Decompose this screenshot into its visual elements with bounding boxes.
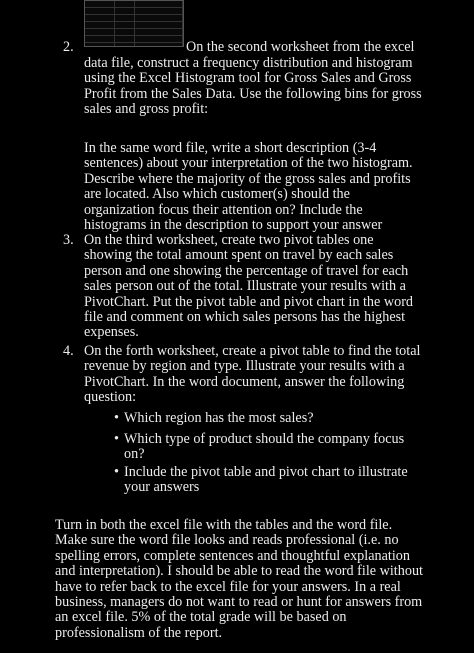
bullet-item-2: Which type of product should the company focus on? [124, 431, 405, 463]
bullet-icon: • [114, 431, 119, 447]
description-paragraph: In the same word file, write a short description (3-4 sentences) about your interpretation of the two histogram. Describe where the majority of the gross sales and profits are located. Also which customer(s) should the organization focus their attention on? Include the histograms in the description to support your answer [84, 140, 413, 234]
item-3-text: On the third worksheet, create two pivot tables one showing the total amount spent on travel by each sales person and one showing the percentage of travel for each sales person out of the total. Illustrate your results with a PivotChart. Put the pivot table and pivot chart in the word file and comment on which sales persons has the highest expenses. [84, 232, 414, 341]
item-2-first-line: On the second worksheet from the excel [186, 39, 415, 55]
bullet-icon: • [114, 410, 119, 426]
closing-paragraph: Turn in both the excel file with the tables and the word file. Make sure the word file looks and reads professional (i.e. no spelling errors, complete sentences and thoughtful explanation and interpretation). I should be able to read the word file without have to refer back to the excel file for your answers. In a real business, managers do not want to read or hunt for answers from an excel file. 5% of the total grade will be based on professionalism of the report. [55, 517, 423, 641]
item-3-number: 3. [63, 232, 74, 248]
item-4-number: 4. [63, 343, 74, 359]
bullet-item-3: Include the pivot table and pivot chart to illustrate your answers [124, 464, 408, 496]
item-2-text: data file, construct a frequency distribution and histogram using the Excel Histogram tool for Gross Sales and Gross Profit from the Sales Data. Use the following bins for gross sales and gross profit: [84, 55, 422, 118]
excel-bins-table-image [84, 0, 184, 47]
bullet-item-1: Which region has the most sales? [124, 410, 314, 426]
item-2-number: 2. [63, 39, 74, 55]
item-4-text: On the forth worksheet, create a pivot table to find the total revenue by region and type. Illustrate your results with a PivotChart. In the word document, answer the following question: [84, 343, 421, 406]
bullet-icon: • [114, 464, 119, 480]
